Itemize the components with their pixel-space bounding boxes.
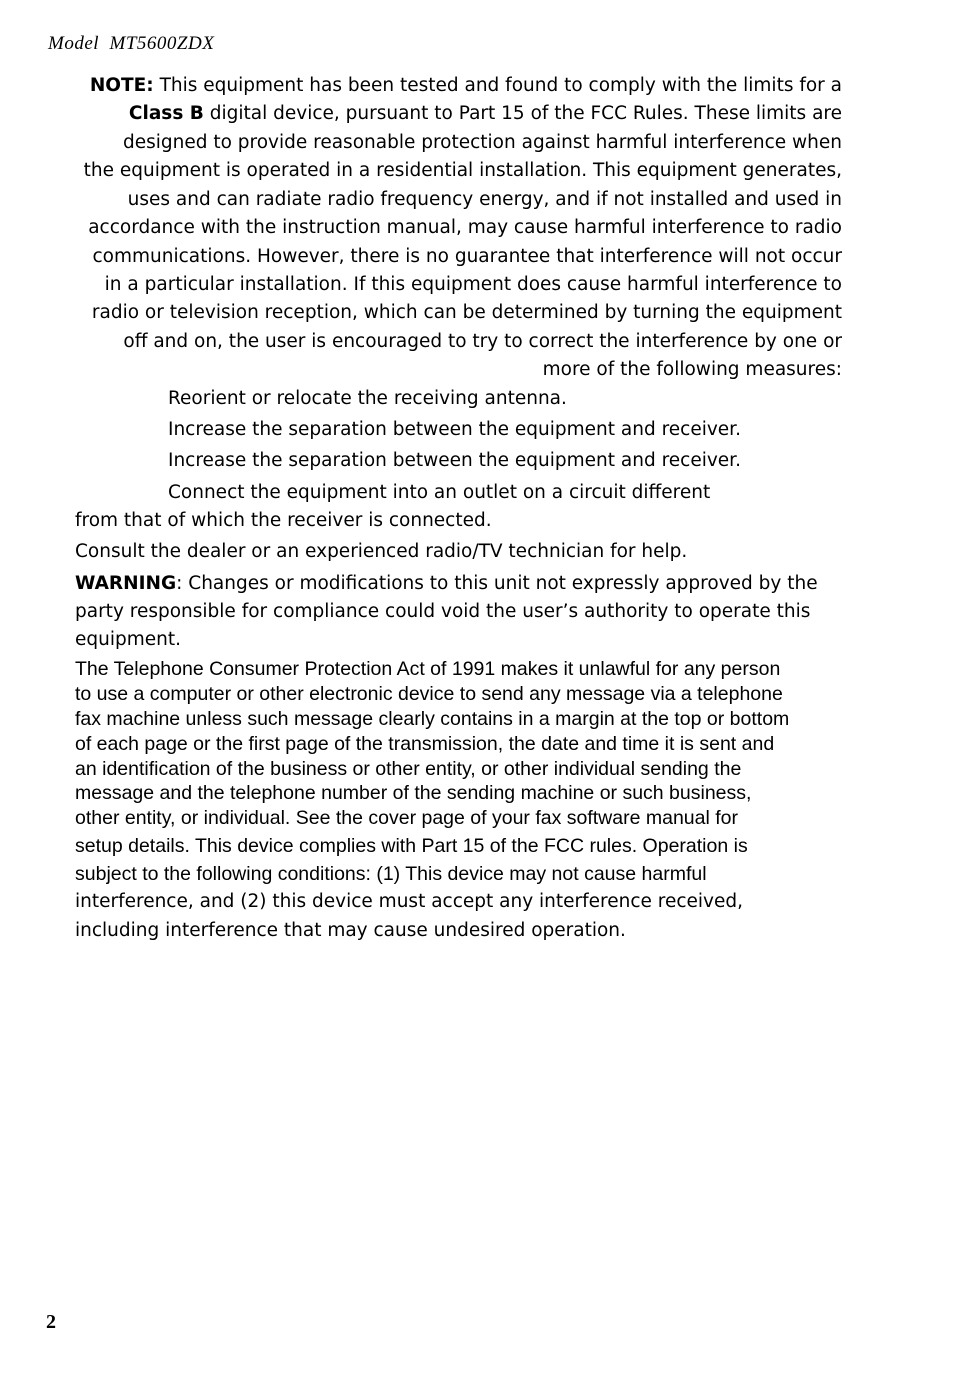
note-line-7: communications. However, there is no guarantee that interference will not occur	[92, 246, 842, 267]
measure-connect-outlet: Connect the equipment into an outlet on a circuit different	[168, 482, 711, 503]
page-number: 2	[46, 1311, 56, 1333]
note-line-6: accordance with the instruction manual, may cause harmful interference to radio	[88, 217, 842, 238]
warning-label: WARNING	[75, 573, 177, 594]
note-line-8: in a particular installation. If this equipment does cause harmful interference to	[104, 274, 842, 295]
tcpa-line-4: of each page or the first page of the transmission, the date and time it is sent and	[75, 733, 775, 755]
tcpa-line-9: subject to the following conditions: (1) This device may not cause harmful	[75, 863, 707, 885]
note-line-4: the equipment is operated in a residential installation. This equipment generates,	[83, 160, 842, 181]
class-b-label: Class B	[128, 103, 204, 124]
note-line-5: uses and can radiate radio frequency energy, and if not installed and used in	[127, 189, 842, 210]
note-line-1	[90, 75, 842, 97]
note-line-11: more of the following measures:	[542, 359, 842, 380]
note-line-9: radio or television reception, which can be determined by turning the equipment	[91, 302, 842, 323]
conditions-line-1: interference, and (2) this device must accept any interference received,	[75, 891, 743, 912]
conditions-line-2: including interference that may cause undesired operation.	[75, 920, 626, 941]
warning-line-2: party responsible for compliance could void the user’s authority to operate this	[75, 601, 811, 622]
warning-line-3: equipment.	[75, 629, 181, 650]
measure-consult-dealer: Consult the dealer or an experienced radio/TV technician for help.	[75, 541, 688, 562]
tcpa-line-7: other entity, or individual. See the cover page of your fax software manual for	[75, 807, 738, 829]
tcpa-line-2: to use a computer or other electronic device to send any message via a telephone	[75, 683, 783, 705]
warning-text-1: : Changes or modifications to this unit not expressly approved by the	[176, 573, 818, 594]
measure-increase-separation: Increase the separation between the equipment and receiver.	[168, 419, 741, 440]
tcpa-line-6: message and the telephone number of the sending machine or such business,	[75, 782, 752, 804]
measure-connect-outlet-cont: from that of which the receiver is connected.	[75, 510, 492, 531]
tcpa-line-3: fax machine unless such message clearly contains in a margin at the top or bottom	[75, 708, 790, 730]
measure-reorient: Reorient or relocate the receiving antenna.	[168, 388, 567, 409]
tcpa-line-1: The Telephone Consumer Protection Act of 1991 makes it unlawful for any person	[75, 658, 781, 680]
note-line-3: designed to provide reasonable protection against harmful interference when	[122, 132, 842, 153]
note-label: NOTE:	[89, 75, 154, 96]
tcpa-line-8: setup details. This device complies with Part 15 of the FCC rules. Operation is	[75, 835, 748, 857]
model-header: Model MT5600ZDX	[48, 33, 215, 54]
warning-line-1	[75, 573, 818, 595]
note-text-2: digital device, pursuant to Part 15 of the FCC Rules. These limits are	[203, 103, 842, 124]
note-line-10: off and on, the user is encouraged to try to correct the interference by one or	[123, 331, 842, 352]
tcpa-line-5: an identification of the business or other entity, or other individual sending the	[75, 758, 742, 780]
note-text-1: This equipment has been tested and found to comply with the limits for a	[153, 75, 842, 96]
measure-increase-separation-repeat: Increase the separation between the equipment and receiver.	[168, 450, 741, 471]
note-line-2	[129, 103, 842, 125]
